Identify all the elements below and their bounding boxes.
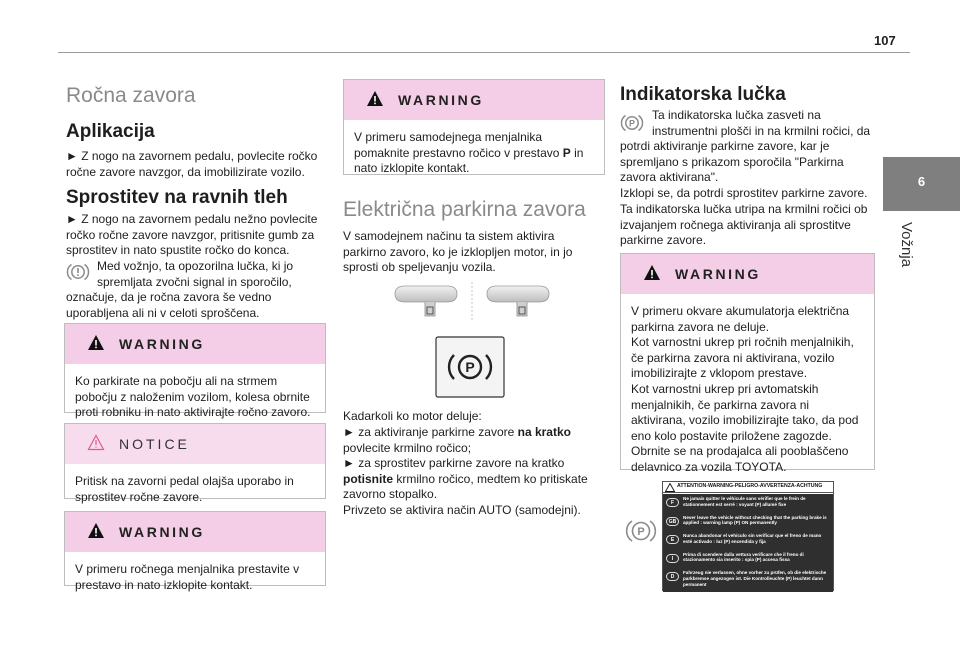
sticker-row-code: GB [666, 517, 679, 526]
sticker-row [666, 496, 832, 515]
paragraph-aplikacija: ► Z nogo na zavornem pedalu, povlecite ročko ročne zavore navzgor, da imobilizirate vozilo. [66, 149, 318, 179]
paragraph-aktiviranje: ► za aktiviranje parkirne zavore na kratko povlecite krmilno ročico; [343, 425, 571, 455]
paragraph-indikatorska: P Ta indikatorska lučka zasveti na instrumentni plošči in na krmilni ročici, da potrdi aktiviranje parkirne zavore, kar je spremljano s prikazom sporočila "Parkirna zavora aktivirana". [620, 108, 871, 185]
warning-sticker [662, 481, 834, 591]
section-title-elektricna: Električna parkirna zavora [343, 198, 586, 221]
warning-label-picture [620, 481, 834, 591]
chapter-tab[interactable] [883, 157, 960, 211]
warning-box-3 [343, 79, 605, 175]
paragraph-sprostitev: ► Z nogo na zavornem pedalu nežno povlecite ročko ročne zavore navzgor, pritisnite gumb za sprostitev in nato spustite ročko do konca. [66, 212, 318, 258]
chapter-title: Vožnja [898, 222, 915, 268]
svg-text:P: P [465, 359, 475, 375]
sticker-row [666, 570, 832, 589]
chapter-number: 6 [917, 174, 926, 189]
paragraph-izklopi: Izklopi se, da potrdi sprostitev parkirne zavore. [620, 186, 868, 200]
warning-triangle-icon [366, 90, 384, 107]
heading-sprostitev: Sprostitev na ravnih tleh [66, 187, 288, 208]
sticker-row-text: Nunca abandonar el vehículo sin verificar que el freno de mano esté activado : luz (P) encendida y fija [683, 533, 822, 544]
warning-triangle-icon [87, 522, 105, 539]
warning-box-1 [64, 323, 326, 420]
svg-text:P: P [637, 526, 645, 538]
parking-lever-illustration [391, 280, 553, 322]
warning-label: WARNING [119, 524, 205, 540]
sticker-row [666, 533, 832, 552]
sticker-row-code: I [666, 554, 679, 563]
parking-brake-indicator-icon [620, 113, 644, 133]
paragraph-utripa: Ta indikatorska lučka utripa na krmilni ročici ob izvajanjem ročnega aktiviranja ali sprostitve parkirne zavore. [620, 202, 868, 248]
paragraph-intro: V samodejnem načinu ta sistem aktivira parkirno zavoro, ko je izklopljen motor, in jo sprosti ob speljevanju vozila. [343, 229, 573, 275]
sticker-row-code: D [666, 572, 679, 581]
warning-box-2 [64, 511, 326, 592]
section-title-rocna-zavora: Ročna zavora [66, 84, 196, 107]
svg-text:P: P [628, 118, 636, 129]
notice-triangle-icon [87, 434, 105, 451]
notice-box [64, 423, 326, 504]
warning-triangle-icon [87, 334, 105, 351]
brake-warning-icon [66, 262, 90, 282]
sticker-row-code: E [666, 535, 679, 544]
warning-text: V primeru okvare akumulatorja električna parkirna zavora ne deluje. Kot varnostni ukrep pri ročnih menjalnikih, če parkirna zavora ni aktivirana, vozilo imobilizirajte z vklopom prestave. Kot varnostni ukrep pri avtomatskih menjalnikih, če parkirna zavora ni aktivirana, vozilo imobilizirajte tako, da pod eno kolo postavite priložene zagozde. Obrnite se na prodajalca ali pooblaščeno delavnico za vozila TOYOTA. [631, 304, 859, 474]
heading-aplikacija: Aplikacija [66, 121, 155, 142]
notice-text: Pritisk na zavorni pedal olajša uporabo in sprostitev ročne zavore. [75, 474, 294, 504]
warning-label: WARNING [398, 92, 484, 108]
sticker-row [666, 552, 832, 571]
parking-brake-icon [624, 517, 658, 545]
sticker-row-text: Never leave the vehicle without checking that the parking brake is applied : warning lamp (P) ON permanently [683, 514, 827, 526]
warning-triangle-icon [643, 264, 661, 281]
sticker-header: ATTENTION-WARNING-PELIGRO-AVVERTENZA-ACHTUNG [677, 483, 823, 489]
paragraph-sprostitev-epb: ► za sprostitev parkirne zavore na kratko potisnite krmilno ročico, medtem ko pritiskate zavorno stopalko. [343, 456, 588, 502]
sticker-row-code: F [666, 498, 679, 507]
warning-label: WARNING [675, 266, 761, 282]
sticker-row-text: Prima di scendere dalla vettura verificare che il freno di stazionamento sia inserito : spia (P) accesa fissa [683, 551, 804, 563]
sticker-rows [666, 496, 832, 589]
warning-box-4 [620, 253, 875, 474]
warning-triangle-icon [665, 483, 675, 492]
warning-text: V primeru samodejnega menjalnika pomaknite prestavno ročico v prestavo P in nato izklopite kontakt. [354, 130, 584, 176]
notice-label: NOTICE [119, 436, 190, 452]
paragraph-kadarkoli: Kadarkoli ko motor deluje: [343, 409, 482, 423]
sticker-row-text: Ne jamais quitter le véhicule sans vérifier que le frein de stationnement est serré : voyant (P) allumé fixe [683, 496, 806, 507]
header-rule [58, 52, 910, 53]
sticker-row [666, 515, 832, 534]
heading-indikatorska: Indikatorska lučka [620, 84, 786, 105]
paragraph-opozorilna: Med vožnjo, ta opozorilna lučka, ki jo spremljata zvočni signal in sporočilo, označuje, da je ročna zavora še vedno uporabljena ali ni v celoti sproščena. [66, 259, 294, 320]
warning-label: WARNING [119, 336, 205, 352]
parking-brake-icon [435, 336, 505, 398]
page-number: 107 [874, 33, 896, 48]
sticker-row-text: Fahrzeug nie verlassen, ohne vorher zu prüfen, ob die elektrische parkbremse angezogen ist. Die Kontrolleuchte (P) leuchtet dann permanent [683, 570, 827, 587]
warning-text: V primeru ročnega menjalnika prestavite v prestavo in nato izklopite kontakt. [75, 562, 300, 592]
warning-text: Ko parkirate na pobočju ali na strmem pobočju z naloženim vozilom, kolesa obrnite proti robniku in nato aktivirajte ročno zavoro. [75, 374, 311, 420]
paragraph-auto: Privzeto se aktivira način AUTO (samodejni). [343, 503, 581, 517]
